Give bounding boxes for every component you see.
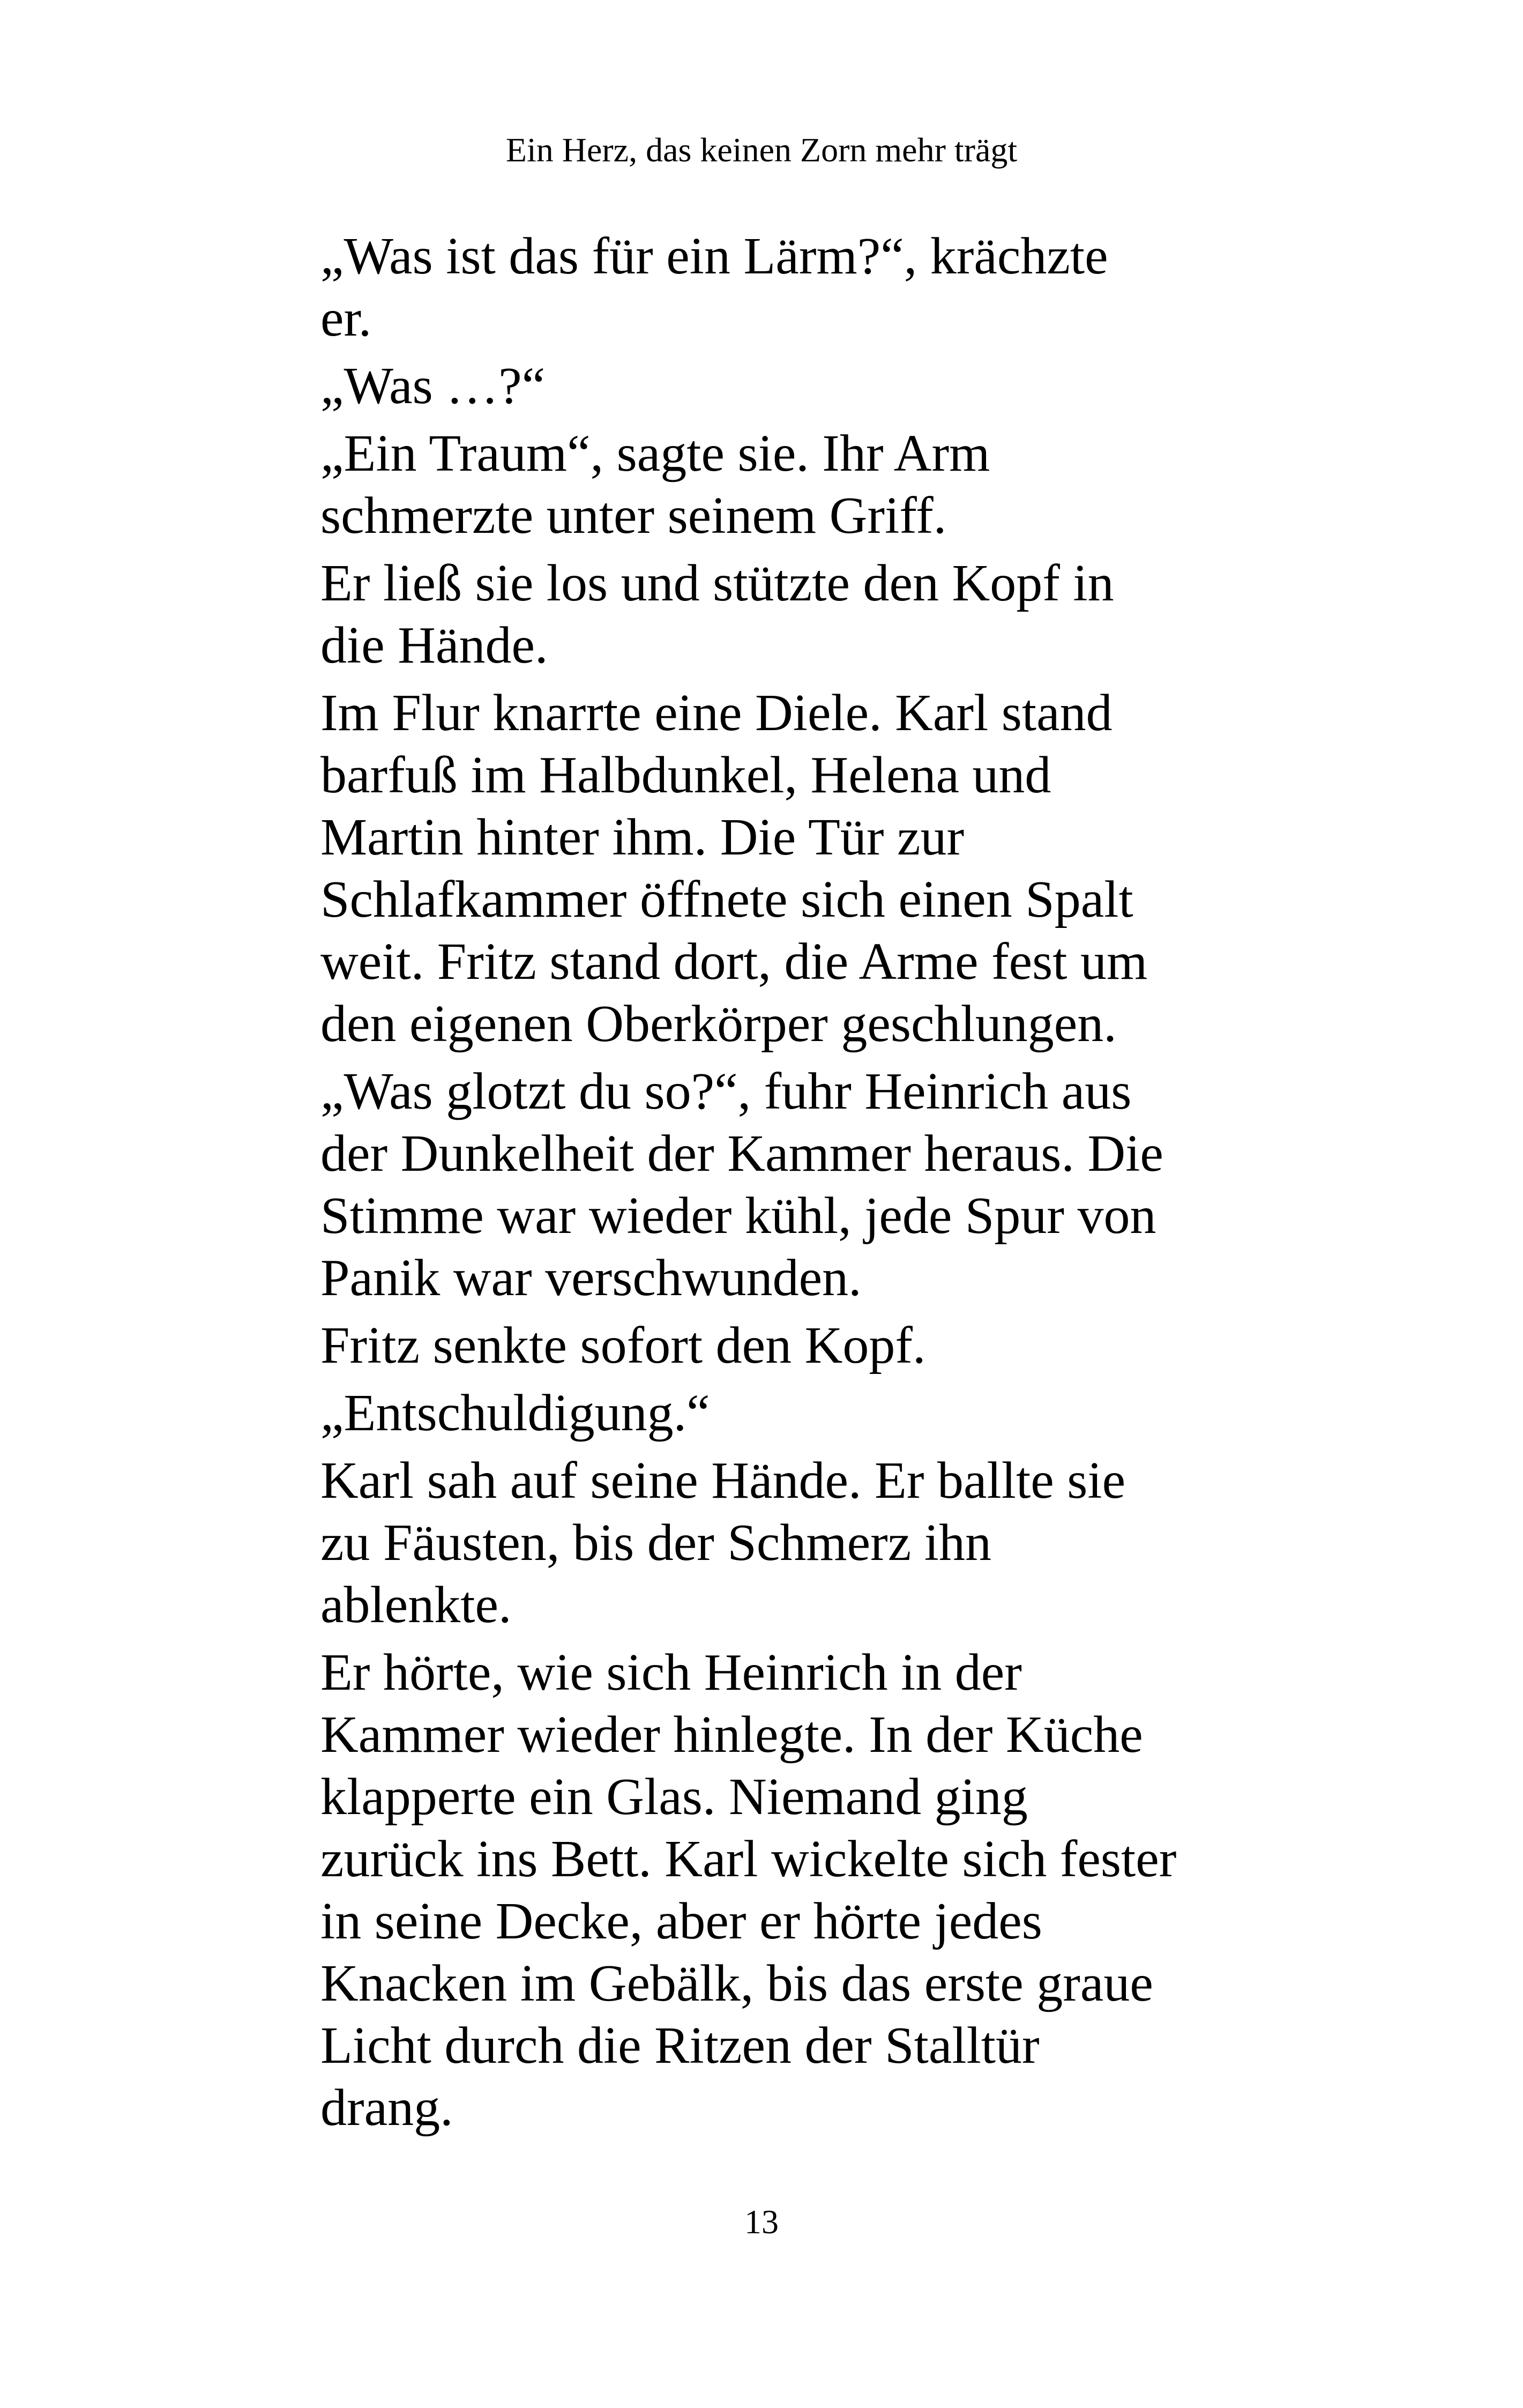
- text-line: Knacken im Gebälk, bis das erste graue: [320, 1954, 1153, 2012]
- paragraph: [320, 1450, 1231, 1636]
- body-text: [320, 225, 1231, 2139]
- text-line: Licht durch die Ritzen der Stalltür: [320, 2017, 1040, 2075]
- text-line: in seine Decke, aber er hörte jedes: [320, 1892, 1042, 1950]
- text-line: Er hörte, wie sich Heinrich in der: [320, 1644, 1022, 1701]
- paragraph: [320, 1382, 1231, 1444]
- text-line: Schlafkammer öffnete sich einen Spalt: [320, 871, 1133, 928]
- text-line: den eigenen Oberkörper geschlungen.: [320, 995, 1117, 1053]
- text-line: Karl sah auf seine Hände. Er ballte sie: [320, 1452, 1126, 1510]
- text-line: „Was ist das für ein Lärm?“, krächzte: [320, 227, 1108, 285]
- text-line: er.: [320, 289, 372, 347]
- paragraph: [320, 682, 1231, 1055]
- text-line: zu Fäusten, bis der Schmerz ihn: [320, 1514, 991, 1572]
- text-line: drang.: [320, 2079, 453, 2137]
- text-line: Fritz senkte sofort den Kopf.: [320, 1317, 926, 1374]
- text-line: ablenkte.: [320, 1576, 512, 1634]
- text-line: Panik war verschwunden.: [320, 1249, 862, 1307]
- paragraph: [320, 1641, 1231, 2139]
- paragraph: [320, 422, 1231, 547]
- text-line: „Entschuldigung.“: [320, 1384, 710, 1442]
- text-line: barfuß im Halbdunkel, Helena und: [320, 746, 1051, 804]
- text-line: „Ein Traum“, sagte sie. Ihr Arm: [320, 425, 990, 482]
- text-line: weit. Fritz stand dort, die Arme fest um: [320, 933, 1148, 991]
- paragraph: [320, 1060, 1231, 1309]
- text-line: schmerzte unter seinem Griff.: [320, 487, 947, 545]
- text-line: Im Flur knarrte eine Diele. Karl stand: [320, 684, 1113, 742]
- text-line: Stimme war wieder kühl, jede Spur von: [320, 1187, 1156, 1245]
- text-line: der Dunkelheit der Kammer heraus. Die: [320, 1125, 1163, 1183]
- running-header: Ein Herz, das keinen Zorn mehr trägt: [505, 131, 1018, 169]
- text-line: zurück ins Bett. Karl wickelte sich fester: [320, 1830, 1177, 1888]
- page-number: 13: [744, 2203, 779, 2241]
- paragraph: [320, 355, 1231, 417]
- text-line: „Was …?“: [320, 357, 546, 415]
- text-line: Martin hinter ihm. Die Tür zur: [320, 808, 965, 866]
- paragraph: [320, 552, 1231, 677]
- text-line: Kammer wieder hinlegte. In der Küche: [320, 1706, 1143, 1764]
- text-line: „Was glotzt du so?“, fuhr Heinrich aus: [320, 1062, 1132, 1120]
- text-line: die Hände.: [320, 616, 548, 674]
- text-line: Er ließ sie los und stützte den Kopf in: [320, 554, 1114, 612]
- paragraph: [320, 1314, 1231, 1377]
- paragraph: [320, 225, 1231, 350]
- text-line: klapperte ein Glas. Niemand ging: [320, 1768, 1028, 1826]
